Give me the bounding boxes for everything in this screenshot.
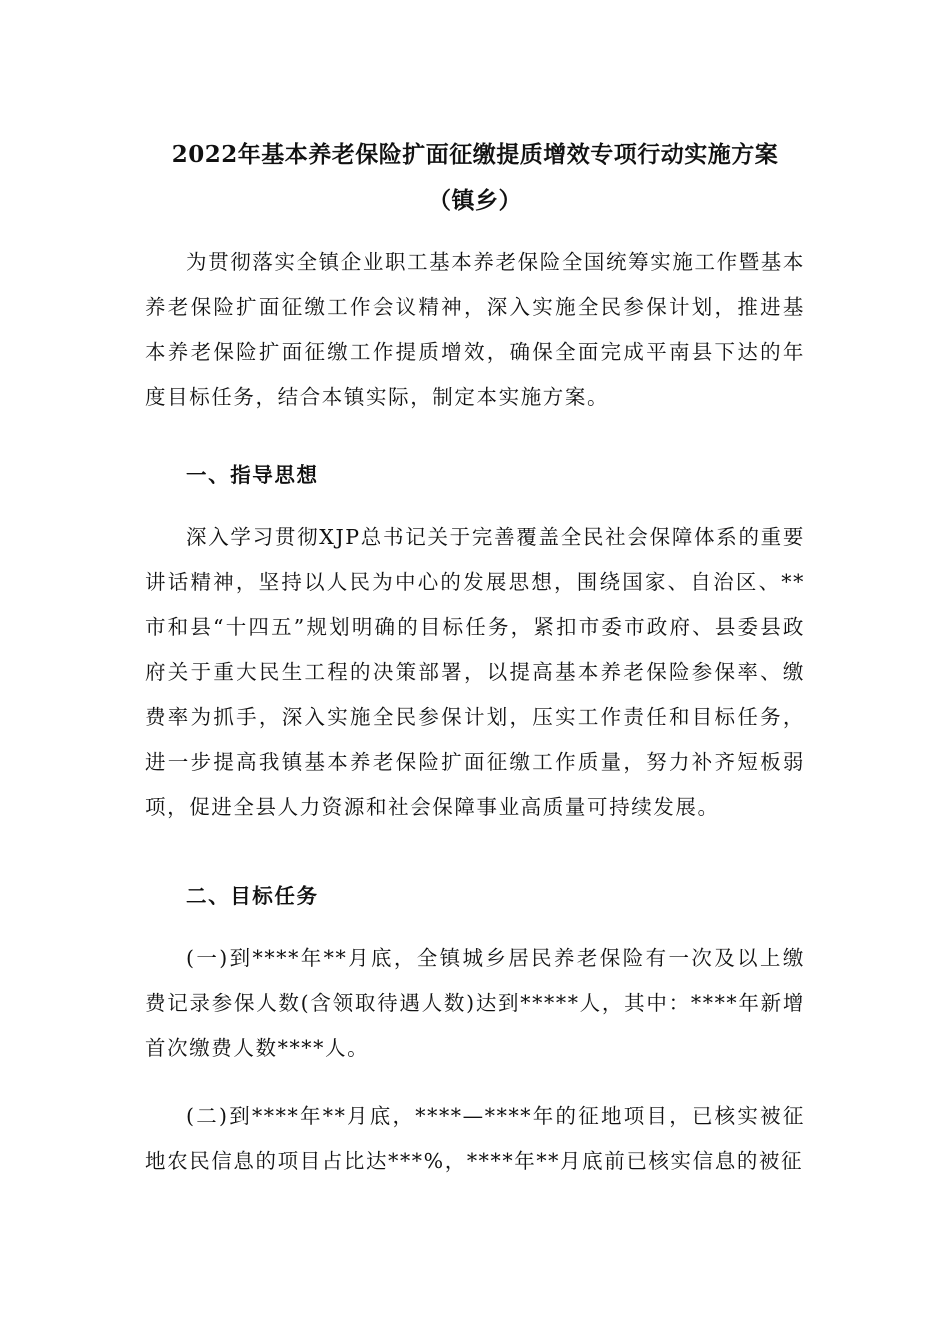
guiding-ideology-paragraph: 深入学习贯彻XJP总书记关于完善覆盖全民社会保障体系的重要讲话精神，坚持以人民为中心的发展思想，围绕国家、自治区、**市和县“十四五”规划明确的目标任务，紧扣市委市政府、县委县政府关于重大民生工程的决策部署，以提高基本养老保险参保率、缴费率为抓手，深入实施全民参保计划，压实工作责任和目标任务，进一步提高我镇基本养老保险扩面征缴工作质量，努力补齐短板弱项，促进全县人力资源和社会保障事业高质量可持续发展。 (145, 525, 805, 819)
intro-paragraph: 为贯彻落实全镇企业职工基本养老保险全国统筹实施工作暨基本养老保险扩面征缴工作会议精神，深入实施全民参保计划，推进基本养老保险扩面征缴工作提质增效，确保全面完成平南县下达的年度目标任务，结合本镇实际，制定本实施方案。 (145, 250, 805, 409)
objective-item-1: (一)到****年**月底，全镇城乡居民养老保险有一次及以上缴费记录参保人数(含领取待遇人数)达到*****人，其中：****年新增首次缴费人数****人。 (145, 946, 805, 1060)
objective-item-2: (二)到****年**月底，****—****年的征地项目，已核实被征地农民信息的项目占比达***%，****年**月底前已核实信息的被征 (145, 1104, 805, 1173)
document-title: 2022年基本养老保险扩面征缴提质增效专项行动实施方案 (171, 141, 779, 168)
section-heading-guiding-ideology: 一、指导思想 (186, 463, 319, 487)
section-heading-objectives: 二、目标任务 (186, 884, 319, 908)
document-subtitle: （镇乡） (428, 187, 522, 214)
